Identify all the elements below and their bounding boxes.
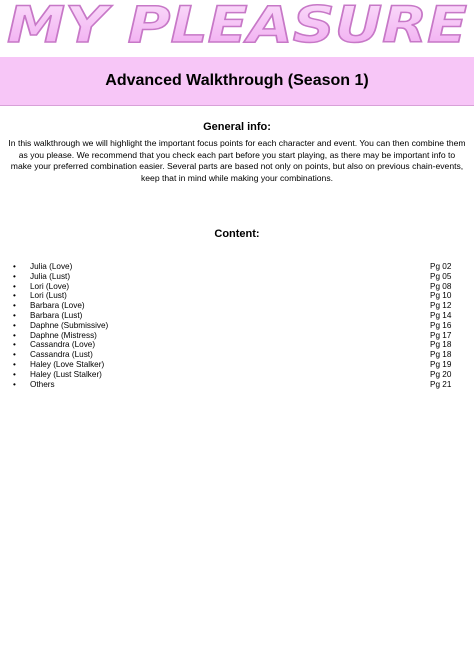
list-item xyxy=(13,380,461,390)
toc-entry-label: Lori (Love) xyxy=(30,281,70,291)
list-item xyxy=(13,262,461,272)
bullet-icon: • xyxy=(13,330,16,340)
general-info-heading: General info: xyxy=(203,121,271,133)
toc-entry-label: Cassandra (Love) xyxy=(30,340,96,350)
list-item xyxy=(13,272,461,282)
toc-entry-label: Julia (Lust) xyxy=(30,271,71,281)
toc-entry-label: Daphne (Mistress) xyxy=(30,330,97,340)
toc-entry-page: Pg 17 xyxy=(430,330,452,340)
bullet-icon: • xyxy=(13,291,16,301)
toc-entry-page: Pg 18 xyxy=(430,350,452,360)
general-info-text: In this walkthrough we will highlight the important focus points for each character and event. You can then combine them as you please. We recommend that you check each part before you start playing, as there may be important info to make your preferred combination easier. Several parts are based not only on points, but also on previous chain-events, keep that in mind while making your combinations. xyxy=(8,138,466,183)
toc-entry-page: Pg 21 xyxy=(430,379,452,389)
logo xyxy=(0,0,474,56)
bullet-icon: • xyxy=(13,320,16,330)
toc-entry-label: Cassandra (Lust) xyxy=(30,350,93,360)
toc-entry-page: Pg 08 xyxy=(430,281,452,291)
bullet-icon: • xyxy=(13,301,16,311)
bullet-icon: • xyxy=(13,359,16,369)
toc-entry-page: Pg 19 xyxy=(430,359,452,369)
toc-entry-label: Haley (Lust Stalker) xyxy=(30,369,102,379)
list-item xyxy=(13,282,461,292)
toc-entry-page: Pg 18 xyxy=(430,340,452,350)
toc-entry-page: Pg 12 xyxy=(430,301,452,311)
content-heading: Content: xyxy=(214,228,260,240)
list-item xyxy=(13,370,461,380)
toc-entry-label: Barbara (Lust) xyxy=(30,310,83,320)
bullet-icon: • xyxy=(13,350,16,360)
bullet-icon: • xyxy=(13,281,16,291)
bullet-icon: • xyxy=(13,379,16,389)
page-title: Advanced Walkthrough (Season 1) xyxy=(105,72,369,89)
toc-entry-label: Lori (Lust) xyxy=(30,291,67,301)
toc-entry-page: Pg 10 xyxy=(430,291,452,301)
list-item xyxy=(13,350,461,360)
list-item xyxy=(13,331,461,341)
list-item xyxy=(13,311,461,321)
bullet-icon: • xyxy=(13,271,16,281)
list-item xyxy=(13,340,461,350)
toc-entry-page: Pg 20 xyxy=(430,369,452,379)
toc-entry-label: Others xyxy=(30,379,55,389)
toc-entry-label: Haley (Love Stalker) xyxy=(30,359,105,369)
logo-text: MY PLEASURE xyxy=(7,0,467,54)
bullet-icon: • xyxy=(13,369,16,379)
bullet-icon: • xyxy=(13,262,16,271)
toc-entry-page: Pg 02 xyxy=(430,262,452,271)
list-item xyxy=(13,301,461,311)
bullet-icon: • xyxy=(13,340,16,350)
list-item xyxy=(13,291,461,301)
toc-entry-label: Daphne (Submissive) xyxy=(30,320,109,330)
toc-entry-page: Pg 14 xyxy=(430,310,452,320)
toc-entry-page: Pg 05 xyxy=(430,271,452,281)
bullet-icon: • xyxy=(13,310,16,320)
toc-entry-label: Barbara (Love) xyxy=(30,301,85,311)
toc-entry-label: Julia (Love) xyxy=(30,262,73,271)
toc-entry-page: Pg 16 xyxy=(430,320,452,330)
contents-list xyxy=(13,262,461,389)
list-item xyxy=(13,321,461,331)
list-item xyxy=(13,360,461,370)
